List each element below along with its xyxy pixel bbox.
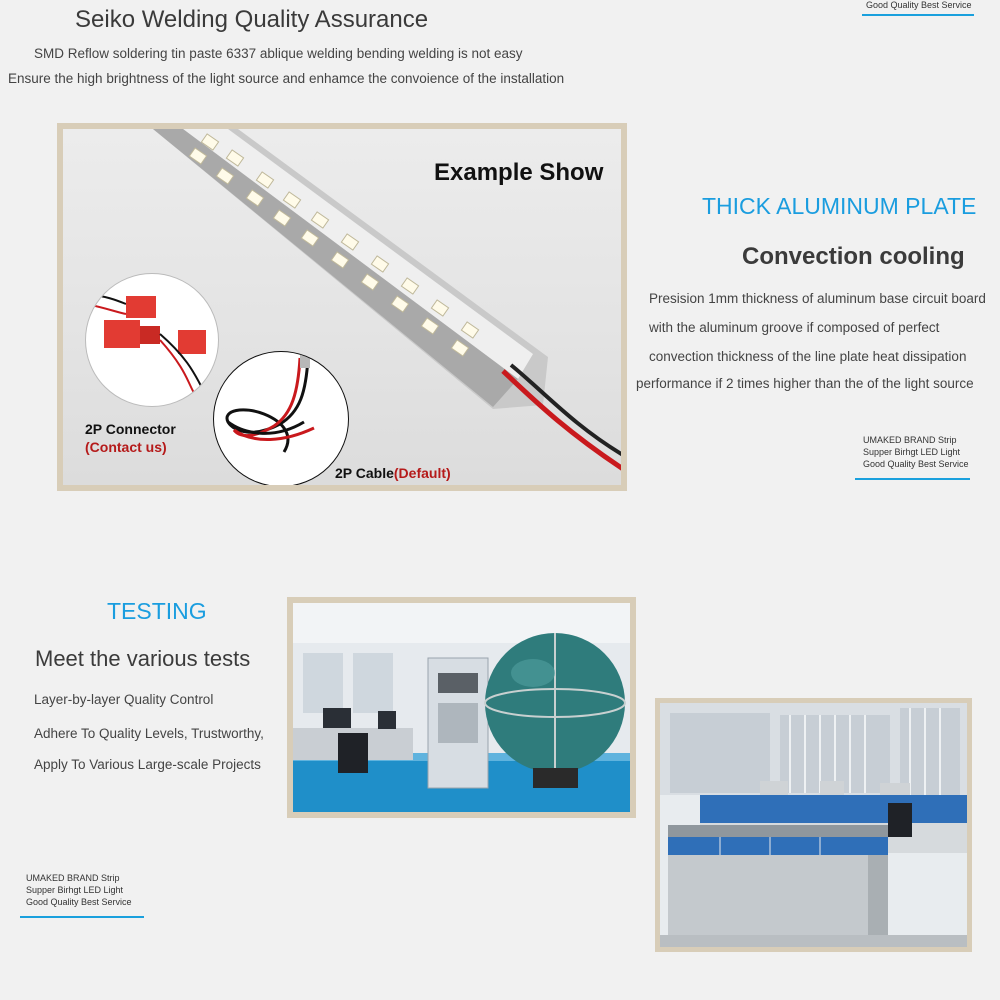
brand-product: Supper Birhgt LED Light <box>26 885 124 895</box>
testing-heading: TESTING <box>107 598 207 624</box>
convection-subheading: Convection cooling <box>742 243 965 270</box>
example-show-title: Example Show <box>434 159 604 186</box>
testing-item-1: Layer-by-layer Quality Control <box>34 692 214 707</box>
testing-subheading: Meet the various tests <box>35 646 251 671</box>
section-title-welding: Seiko Welding Quality Assurance <box>75 6 429 33</box>
lab-sphere-photo-frame <box>287 597 636 818</box>
lab-benches-illustration <box>660 703 967 947</box>
lab-benches-photo <box>660 703 967 947</box>
cable-inset-circle <box>213 351 349 485</box>
testing-item-3: Apply To Various Large-scale Projects <box>34 757 261 772</box>
cable-default-label: (Default) <box>393 465 451 481</box>
cable-label-text: 2P Cable <box>335 465 394 481</box>
aluminum-description-line-2: with the aluminum groove if composed of perfect <box>649 320 940 335</box>
integrating-sphere-illustration <box>293 603 630 812</box>
brand-underline-middle <box>855 478 970 480</box>
welding-description-line-1: SMD Reflow soldering tin paste 6337 ablique welding bending welding is not easy <box>34 46 523 61</box>
brand-tagline-top: Good Quality Best Service <box>866 0 972 10</box>
lab-benches-photo-frame <box>655 698 972 952</box>
aluminum-description-line-3: convection thickness of the line plate heat dissipation <box>649 349 967 364</box>
brand-product: Supper Birhgt LED Light <box>863 447 961 457</box>
cable-illustration <box>214 352 348 485</box>
connector-label: 2P Connector <box>85 421 176 437</box>
brand-name: UMAKED BRAND Strip <box>863 435 957 445</box>
welding-description-line-2: Ensure the high brightness of the light source and enhamce the convoience of the installation <box>8 71 565 86</box>
brand-underline-bottom <box>20 916 144 918</box>
brand-name: UMAKED BRAND Strip <box>26 873 120 883</box>
testing-item-2: Adhere To Quality Levels, Trustworthy, <box>34 726 264 741</box>
brand-block-bottom <box>26 872 132 908</box>
example-show-photo-frame <box>57 123 627 491</box>
cable-label <box>335 465 451 481</box>
example-show-photo <box>63 129 621 485</box>
brand-tagline: Good Quality Best Service <box>26 897 132 907</box>
aluminum-description-line-1: Presision 1mm thickness of aluminum base circuit board <box>649 291 986 306</box>
contact-us-label: (Contact us) <box>85 439 167 455</box>
brand-block-middle <box>863 434 969 470</box>
brand-underline-top <box>862 14 974 16</box>
aluminum-heading: THICK ALUMINUM PLATE <box>702 193 977 219</box>
lab-sphere-photo <box>293 603 630 812</box>
aluminum-description-line-4: performance if 2 times higher than the of the light source <box>636 376 974 391</box>
connector-illustration <box>86 274 218 406</box>
brand-tagline: Good Quality Best Service <box>863 459 969 469</box>
connector-inset-circle <box>85 273 219 407</box>
